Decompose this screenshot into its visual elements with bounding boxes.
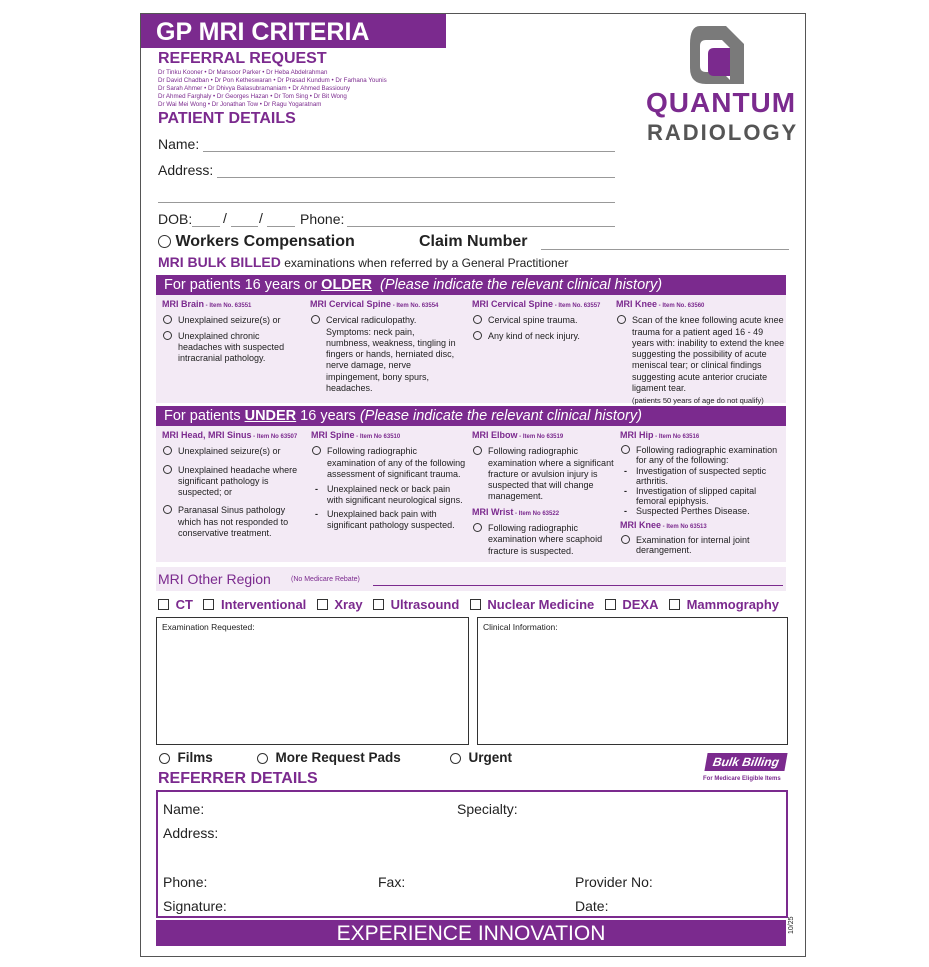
referrer-fax-label[interactable]: Fax: [378,874,406,890]
older-prefix: For patients 16 years or [164,277,322,293]
modality-dexa[interactable]: DEXA [605,597,662,612]
under-col-title: MRI Hip - Item No 63516 [620,430,700,440]
older-note: (Please indicate the relevant clinical history) [379,277,663,293]
checkbox-icon[interactable] [203,599,214,610]
referrer-signature-label[interactable]: Signature: [163,898,227,914]
dob-month-field[interactable] [231,226,258,227]
referral-request-heading: REFERRAL REQUEST [158,50,327,67]
other-region-note: (No Medicare Rebate) [291,576,360,583]
under-col-spine [311,430,466,533]
referrer-specialty-label[interactable]: Specialty: [457,801,518,817]
quantum-logo-icon [686,24,746,86]
under-dash-item: - Investigation of slipped capital femoral epiphysis. [620,486,786,506]
option-radio[interactable] [311,315,320,324]
under-option[interactable]: Following radiographic examination where scaphoid fracture is suspected. [472,523,614,557]
referrer-provider-label[interactable]: Provider No: [575,874,653,890]
under-emph: UNDER [244,408,297,424]
under-col-hip [620,430,786,559]
dob-day-field[interactable] [192,226,220,227]
patient-name-field[interactable] [203,151,615,152]
claim-number-field[interactable] [541,249,789,250]
bulk-billing-badge [704,753,787,771]
dob-year-field[interactable] [267,226,295,227]
under-dash-item: - Unexplained neck or back pain with significant neurological signs. [311,484,466,507]
logo-quantum-text: QUANTUM [646,87,797,118]
under-dash-item: - Unexplained back pain with significant pathology suspected. [311,509,466,532]
claim-number-label: Claim Number [419,233,528,250]
urgent-option[interactable]: Urgent [450,750,512,765]
older-col-cervical-2 [472,299,610,346]
older-col-title: MRI Cervical Spine - Item No. 63554 [310,299,439,309]
option-radio[interactable] [163,446,172,455]
checkbox-icon[interactable] [470,599,481,610]
under-option[interactable]: Unexplained seizure(s) or [162,446,305,457]
older-option[interactable]: Scan of the knee following acute knee trauma for a patient aged 16 - 49 years with: inability to extend the knee suggesting the possibility of acute meniscal tear; or clinical findings suggesting acute anterior cruciate ligament tear. [616,315,786,394]
under-band [156,406,786,426]
under-col-title: MRI Head, MRI Sinus - Item No 63507 [162,430,298,440]
under-prefix: For patients [164,408,245,424]
patient-phone-label: Phone: [300,211,345,227]
older-option[interactable]: Cervical radiculopathy. Symptoms: neck pain, numbness, weakness, tingling in fingers or hands, herniated disc, nerve damage, nerve impingement, bony spurs, headaches. [310,315,460,394]
under-dash-item: - Suspected Perthes Disease. [620,506,786,516]
option-radio[interactable] [621,445,630,454]
checkbox-icon[interactable] [373,599,384,610]
clinical-information-label: Clinical Information: [483,622,558,632]
modality-xray[interactable]: Xray [317,597,366,612]
modality-ultrasound[interactable]: Ultrasound [373,597,462,612]
other-region-row [156,567,786,591]
older-option[interactable]: Unexplained seizure(s) or [162,315,302,326]
under-col-head [162,430,305,543]
referrer-details-heading: REFERRER DETAILS [158,770,318,787]
footer-tagline: EXPERIENCE INNOVATION [156,920,786,946]
patient-phone-field[interactable] [347,226,615,227]
under-suffix: 16 years [296,408,360,424]
other-region-field[interactable] [373,585,783,586]
checkbox-icon[interactable] [317,599,328,610]
modality-mammography[interactable]: Mammography [669,597,782,612]
older-option[interactable]: Unexplained chronic headaches with suspected intracranial pathology. [162,331,302,365]
referrer-box [156,790,788,918]
checkbox-icon[interactable] [158,599,169,610]
clinical-information-box[interactable] [477,617,788,745]
bulk-billing-note: For Medicare Eligible Items [703,776,781,782]
patient-name-label: Name: [158,136,200,152]
referrer-date-label[interactable]: Date: [575,898,609,914]
older-option[interactable]: Cervical spine trauma. [472,315,610,326]
doctor-line: Dr Ahmed Farghaly • Dr Georges Hazan • Dr Tom Sing • Dr Bit Wong [158,93,347,101]
under-option[interactable]: Following radiographic examination where a significant fracture or avulsion injury is suspected that will change management. [472,446,614,502]
checkbox-icon[interactable] [605,599,616,610]
patient-address-label: Address: [158,162,214,178]
option-radio[interactable] [473,331,482,340]
under-option[interactable]: Following radiographic examination of any of the following assessment of significant trauma. [311,446,466,480]
urgent-radio[interactable] [450,753,461,764]
doctor-line: Dr David Chadban • Dr Pon Ketheswaran • Dr Prasad Kundum • Dr Farhana Younis [158,77,387,85]
other-region-label: MRI Other Region [158,571,271,587]
older-col-title: MRI Brain - Item No. 63551 [162,299,252,309]
doctor-list [158,69,458,109]
option-radio[interactable] [473,446,482,455]
modality-row [158,596,798,614]
doctor-line: Dr Wai Mei Wong • Dr Jonathan Tow • Dr Ragu Yogaratnam [158,101,322,109]
option-radio[interactable] [473,523,482,532]
option-radio[interactable] [163,505,172,514]
older-panel [156,295,786,406]
dob-slash: / [223,210,227,226]
option-radio[interactable] [163,331,172,340]
form-title: GP MRI CRITERIA [141,14,446,48]
older-col-title: MRI Cervical Spine - Item No. 63557 [472,299,601,309]
checkbox-icon[interactable] [669,599,680,610]
referrer-name-label[interactable]: Name: [163,801,205,817]
option-radio[interactable] [617,315,626,324]
dob-label: DOB: [158,211,193,227]
option-radio[interactable] [163,465,172,474]
under-col-title-2: MRI Knee - Item No 63513 [620,520,707,530]
workers-comp-option[interactable] [158,233,355,251]
more-pads-radio[interactable] [257,753,268,764]
logo-radiology-text: RADIOLOGY [647,120,799,145]
under-option[interactable]: Paranasal Sinus pathology which has not responded to conservative treatment. [162,505,305,539]
under-col-title-2: MRI Wrist - Item No 63522 [472,506,560,517]
option-radio[interactable] [621,535,630,544]
under-col-title: MRI Spine - Item No 63510 [311,430,401,440]
patient-address-field[interactable] [217,177,615,178]
under-note: (Please indicate the relevant clinical history) [359,408,642,424]
under-option[interactable]: Examination for internal joint derangement. [620,535,786,555]
examination-requested-label: Examination Requested: [162,622,255,632]
doctor-line: Dr Tinku Kooner • Dr Mansoor Parker • Dr Heba Abdelrahman [158,69,328,76]
form-code: 10/25 [788,916,795,934]
modality-interventional[interactable]: Interventional [203,597,309,612]
bulk-billed-heading [158,254,568,270]
workers-comp-label: Workers Compensation [175,233,355,250]
referrer-phone-label[interactable]: Phone: [163,874,208,890]
older-col-brain [162,299,302,368]
option-radio[interactable] [473,315,482,324]
bulk-billing-label: Bulk Billing [711,755,781,769]
bulk-billed-bold: MRI BULK BILLED [158,254,281,270]
films-option[interactable]: Films [159,750,213,765]
under-option[interactable]: Following radiographic examination for any of the following: [620,445,786,465]
under-col-elbow [472,430,614,561]
under-panel [156,426,786,562]
older-knee-note: (patients 50 years of age do not qualify) [632,396,764,406]
under-option[interactable]: Unexplained headache where significant pathology is suspected; or [162,465,305,499]
older-col-knee [616,299,786,407]
older-emph: OLDER [321,277,372,293]
patient-details-heading: PATIENT DETAILS [158,110,296,127]
more-pads-option[interactable]: More Request Pads [257,750,401,765]
under-dash-item: - Investigation of suspected septic arthritis. [620,466,786,486]
modality-nuclear-medicine[interactable]: Nuclear Medicine [470,597,598,612]
older-col-cervical-1 [310,299,460,398]
older-col-title: MRI Knee - Item No. 63560 [616,299,705,309]
older-band [156,275,786,295]
option-radio[interactable] [312,446,321,455]
under-col-title: MRI Elbow - Item No 63519 [472,430,564,440]
films-radio[interactable] [159,753,170,764]
bulk-billed-rest: examinations when referred by a General Practitioner [280,256,569,270]
dob-slash: / [259,210,263,226]
referrer-address-label[interactable]: Address: [163,825,219,841]
option-radio[interactable] [163,315,172,324]
doctor-line: Dr Sarah Ahmer • Dr Dhivya Balasubramaniam • Dr Ahmed Bassiouny [158,85,351,93]
modality-ct[interactable]: CT [158,597,196,612]
workers-comp-radio[interactable] [158,235,171,248]
referral-form [140,13,806,957]
older-option[interactable]: Any kind of neck injury. [472,331,610,342]
patient-address-field-2[interactable] [158,202,615,203]
examination-requested-box[interactable] [156,617,469,745]
